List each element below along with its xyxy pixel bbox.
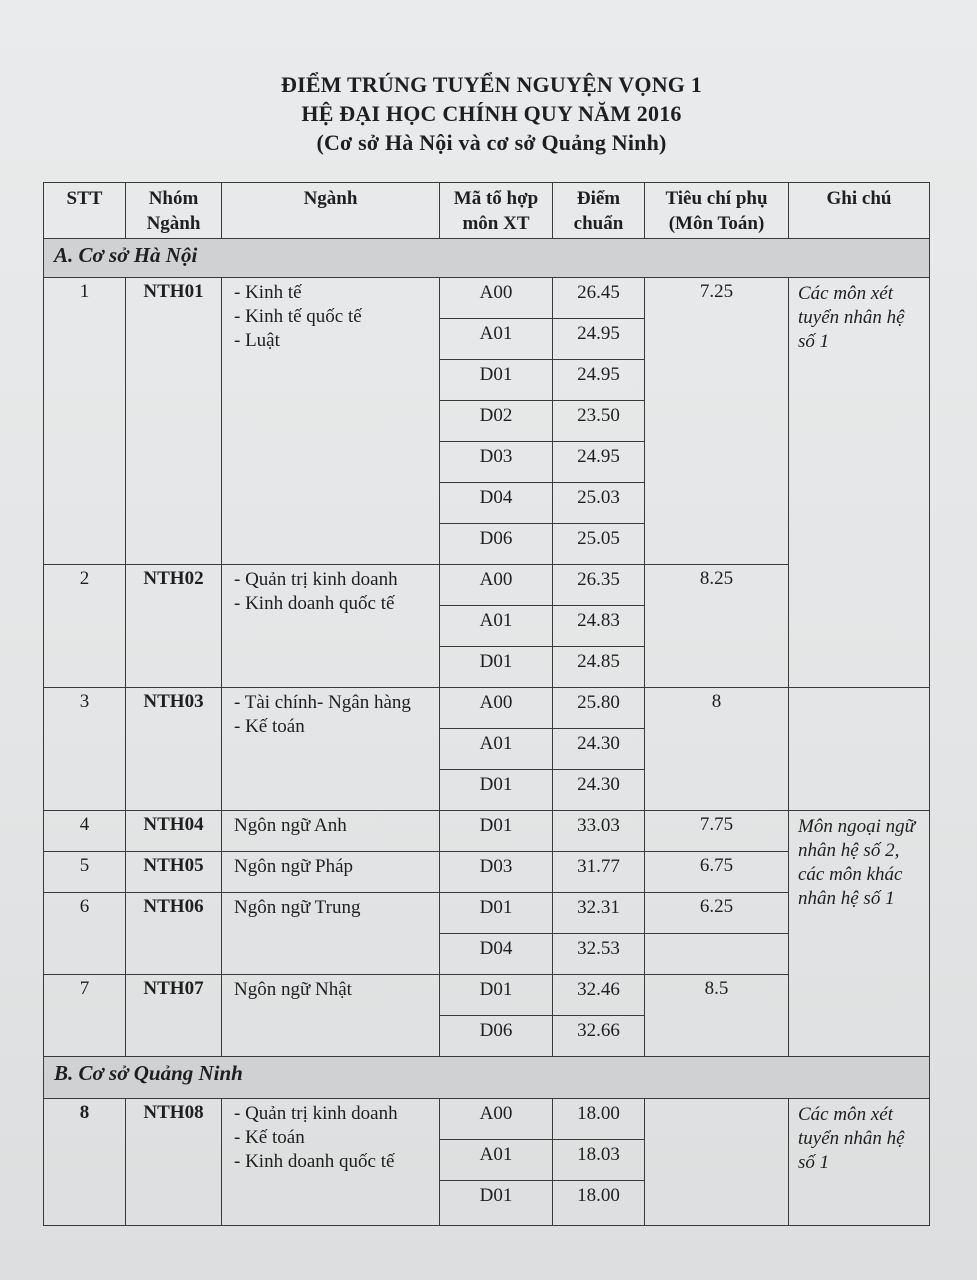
combo-code-cell: A01 [440, 729, 553, 770]
majors-cell [222, 688, 440, 811]
major-item: Ngôn ngữ Trung [234, 897, 361, 918]
header-nhom-line2: Ngành [146, 213, 201, 234]
major-item: Ngôn ngữ Pháp [234, 856, 354, 877]
admission-score-table [43, 182, 930, 1226]
combo-code-cell: D01 [440, 811, 553, 852]
combo-code-cell: D01 [440, 647, 553, 688]
combo-code-cell: A00 [440, 278, 553, 319]
group-code-cell: NTH05 [126, 852, 222, 893]
criterion-cell: 7.75 [645, 811, 789, 852]
score-cell: 33.03 [553, 811, 645, 852]
combo-code-cell: A00 [440, 565, 553, 606]
criterion-cell: 7.25 [645, 278, 789, 565]
major-item: - Kế toán [234, 1127, 305, 1148]
combo-code-cell: A00 [440, 688, 553, 729]
score-cell: 31.77 [553, 852, 645, 893]
header-diem-line1: Điểm [576, 188, 621, 209]
combo-code-cell: D01 [440, 1181, 553, 1226]
header-stt: STT [44, 183, 126, 239]
combo-code-cell: D01 [440, 893, 553, 934]
combo-code-cell: D01 [440, 360, 553, 401]
score-cell: 32.31 [553, 893, 645, 934]
stt-cell: 4 [44, 811, 126, 852]
stt-cell: 3 [44, 688, 126, 811]
group-code-cell: NTH08 [126, 1099, 222, 1226]
major-item: - Quản trị kinh doanh [234, 1103, 398, 1124]
combo-code-cell: A00 [440, 1099, 553, 1140]
header-ma-line1: Mã tổ hợp [453, 188, 539, 209]
major-item: - Luật [234, 330, 280, 351]
header-ma-to-hop [440, 183, 553, 239]
title-line-1: ĐIỂM TRÚNG TUYỂN NGUYỆN VỌNG 1 [281, 72, 702, 97]
table-row [44, 688, 930, 729]
combo-code-cell: D03 [440, 442, 553, 483]
combo-code-cell: D04 [440, 934, 553, 975]
score-cell: 32.66 [553, 1016, 645, 1057]
header-nganh: Ngành [222, 183, 440, 239]
header-ghi-chu: Ghi chú [789, 183, 930, 239]
combo-code-cell: A01 [440, 606, 553, 647]
criterion-cell: 8.5 [645, 975, 789, 1057]
major-item: - Quản trị kinh doanh [234, 569, 398, 590]
group-code-cell: NTH03 [126, 688, 222, 811]
stt-cell: 1 [44, 278, 126, 565]
major-item: - Tài chính- Ngân hàng [234, 692, 411, 713]
header-nhom-nganh [126, 183, 222, 239]
major-item: - Kinh doanh quốc tế [234, 1151, 395, 1172]
header-diem-chuan [553, 183, 645, 239]
major-item: - Kinh tế [234, 282, 302, 303]
score-cell: 32.53 [553, 934, 645, 975]
note-cell-empty [789, 688, 930, 811]
score-cell: 18.00 [553, 1099, 645, 1140]
majors-cell [222, 565, 440, 688]
combo-code-cell: D06 [440, 1016, 553, 1057]
combo-code-cell: D02 [440, 401, 553, 442]
major-item: - Kinh tế quốc tế [234, 306, 362, 327]
majors-cell [222, 975, 440, 1057]
major-item: - Kinh doanh quốc tế [234, 593, 395, 614]
note-cell: Các môn xét tuyển nhân hệ số 1 [789, 1099, 930, 1226]
stt-cell: 6 [44, 893, 126, 975]
combo-code-cell: D01 [440, 770, 553, 811]
score-cell: 18.00 [553, 1181, 645, 1226]
score-cell: 24.85 [553, 647, 645, 688]
header-row [44, 183, 930, 239]
score-cell: 26.35 [553, 565, 645, 606]
score-cell: 24.95 [553, 442, 645, 483]
table-row [44, 278, 930, 319]
title-line-2: HỆ ĐẠI HỌC CHÍNH QUY NĂM 2016 [301, 101, 682, 126]
header-nhom-line1: Nhóm [148, 188, 199, 209]
header-diem-line2: chuẩn [573, 213, 624, 234]
score-cell: 25.03 [553, 483, 645, 524]
header-tieu-chi-phu [645, 183, 789, 239]
stt-cell: 8 [44, 1099, 126, 1226]
section-row-ha-noi [44, 239, 930, 278]
document-title [0, 70, 977, 157]
criterion-cell: 8 [645, 688, 789, 811]
header-ma-line2: môn XT [462, 213, 530, 234]
score-cell: 25.80 [553, 688, 645, 729]
group-code-cell: NTH07 [126, 975, 222, 1057]
majors-cell [222, 811, 440, 852]
stt-cell: 7 [44, 975, 126, 1057]
major-item: Ngôn ngữ Nhật [234, 979, 352, 1000]
score-cell: 24.95 [553, 319, 645, 360]
majors-cell [222, 1099, 440, 1226]
header-tieu-line2: (Môn Toán) [668, 213, 765, 234]
criterion-cell-empty [645, 934, 789, 975]
combo-code-cell: D04 [440, 483, 553, 524]
major-item: Ngôn ngữ Anh [234, 815, 347, 836]
score-cell: 25.05 [553, 524, 645, 565]
header-tieu-line1: Tiêu chí phụ [665, 188, 768, 209]
score-cell: 23.50 [553, 401, 645, 442]
table-row [44, 1099, 930, 1140]
criterion-cell: 6.75 [645, 852, 789, 893]
combo-code-cell: D01 [440, 975, 553, 1016]
major-item: - Kế toán [234, 716, 305, 737]
stt-cell: 5 [44, 852, 126, 893]
section-row-quang-ninh [44, 1057, 930, 1099]
criterion-cell [645, 1099, 789, 1226]
score-cell: 24.83 [553, 606, 645, 647]
group-code-cell: NTH06 [126, 893, 222, 975]
section-label-quang-ninh: B. Cơ sở Quảng Ninh [44, 1057, 930, 1099]
score-cell: 24.30 [553, 729, 645, 770]
score-cell: 26.45 [553, 278, 645, 319]
stt-cell: 2 [44, 565, 126, 688]
combo-code-cell: A01 [440, 319, 553, 360]
group-code-cell: NTH01 [126, 278, 222, 565]
note-cell: Môn ngoại ngữ nhân hệ số 2, các môn khác nhân hệ số 1 [789, 811, 930, 1057]
note-cell: Các môn xét tuyển nhân hệ số 1 [789, 278, 930, 688]
score-cell: 32.46 [553, 975, 645, 1016]
title-line-3: (Cơ sở Hà Nội và cơ sở Quảng Ninh) [316, 130, 667, 155]
criterion-cell: 8.25 [645, 565, 789, 688]
score-cell: 24.95 [553, 360, 645, 401]
group-code-cell: NTH02 [126, 565, 222, 688]
score-cell: 18.03 [553, 1140, 645, 1181]
group-code-cell: NTH04 [126, 811, 222, 852]
combo-code-cell: D03 [440, 852, 553, 893]
criterion-cell: 6.25 [645, 893, 789, 934]
section-label-ha-noi: A. Cơ sở Hà Nội [44, 239, 930, 278]
table-row [44, 811, 930, 852]
majors-cell [222, 852, 440, 893]
majors-cell [222, 278, 440, 565]
combo-code-cell: D06 [440, 524, 553, 565]
combo-code-cell: A01 [440, 1140, 553, 1181]
majors-cell [222, 893, 440, 975]
score-cell: 24.30 [553, 770, 645, 811]
